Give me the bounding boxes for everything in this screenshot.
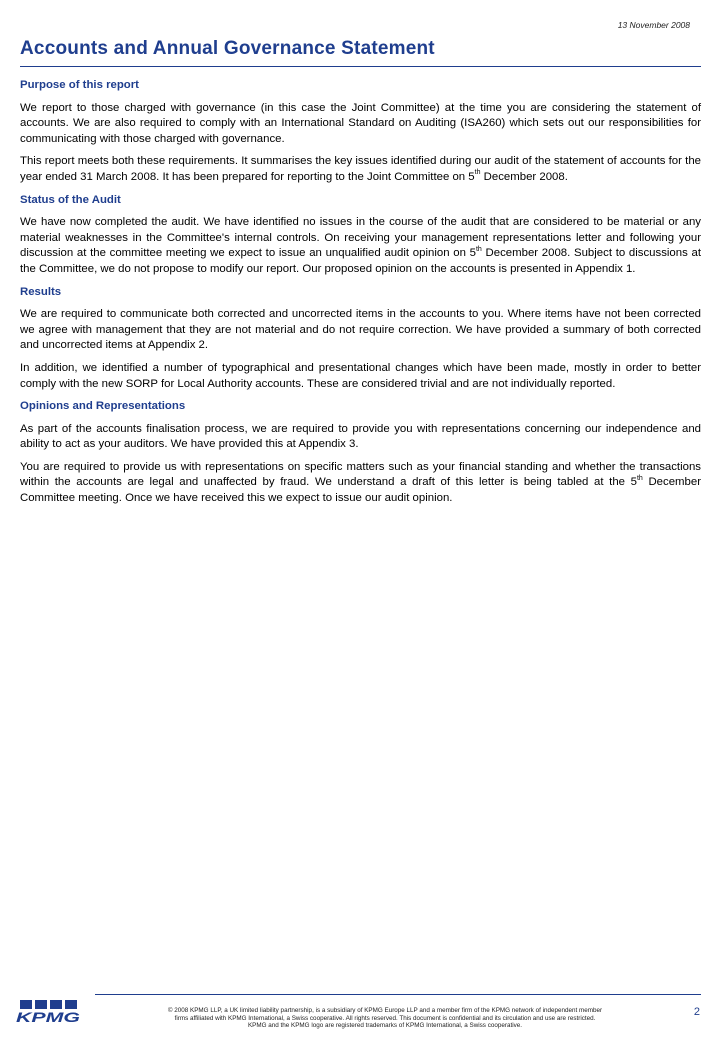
page-number: 2 bbox=[693, 1006, 700, 1018]
purpose-paragraph-1: We report to those charged with governance (in this case the Joint Committee) at the time you are considering the statement of accounts. We are also required to comply with an International Standard on Auditing (ISA260) which sets out our responsibilities for communicating with those charged with governance. bbox=[20, 101, 701, 145]
status-paragraph-1: We have now completed the audit. We have identified no issues in the course of the audit that are considered to be material or any material weaknesses in the Committee's internal controls. On receiving your management representations letter and following your discussion at the committee meeting we expect to issue an unqualified audit opinion on 5th December 2008. Subject to discussions at the Committee, we do not propose to modify our report. Our proposed opinion on the accounts is presented in Appendix 1. bbox=[20, 216, 701, 275]
opinions-paragraph-1: As part of the accounts finalisation process, we are required to provide you with representations concerning our independence and ability to act as your auditors. We have provided this at Appendix 3. bbox=[20, 422, 701, 451]
svg-text:KPMG: KPMG bbox=[16, 1009, 81, 1024]
footer-divider bbox=[95, 994, 701, 995]
document-date: 13 November 2008 bbox=[617, 20, 690, 30]
purpose-paragraph-2: This report meets both these requirements. It summarises the key issues identified during our audit of the statement of accounts for the year ended 31 March 2008. It has been prepared for reporting to the Joint Committee on 5th December 2008. bbox=[20, 155, 701, 183]
section-heading-status: Status of the Audit bbox=[20, 193, 121, 206]
kpmg-logo bbox=[14, 1000, 84, 1024]
results-paragraph-2: In addition, we identified a number of typographical and presentational changes which have been made, mostly in order to better comply with the new SORP for Local Authority accounts. These are considered trivial and are not individually reported. bbox=[20, 361, 701, 390]
section-heading-opinions: Opinions and Representations bbox=[20, 400, 186, 413]
opinions-paragraph-2: You are required to provide us with representations on specific matters such as your financial standing and whether the transactions within the accounts are legal and unaffected by fraud. We understand a draft of this letter is being tabled at the 5th December Committee meeting. Once we have received this we expect to issue our audit opinion. bbox=[20, 460, 701, 505]
section-heading-purpose: Purpose of this report bbox=[20, 79, 139, 91]
footer-legal-notice: © 2008 KPMG LLP, a UK limited liability partnership, is a subsidiary of KPMG Europe LLP and a member firm of the KPMG network of independent member firms affiliated with KPMG International, a Swiss cooperative. All rights reserved. This document is confidential and its circulation and use are restricted. KPMG and the KPMG logo are registered trademarks of KPMG International, a Swiss cooperative. bbox=[167, 1007, 603, 1030]
title-divider bbox=[20, 66, 701, 67]
results-paragraph-1: We are required to communicate both corrected and uncorrected items in the accounts to you. Where items have not been corrected we agree with management that they are not material and do not require correction. We have provided a summary of both corrected and uncorrected items at Appendix 2. bbox=[20, 308, 701, 352]
report-body bbox=[20, 78, 701, 514]
section-heading-results: Results bbox=[20, 285, 62, 298]
page-title: Accounts and Annual Governance Statement bbox=[20, 38, 435, 59]
